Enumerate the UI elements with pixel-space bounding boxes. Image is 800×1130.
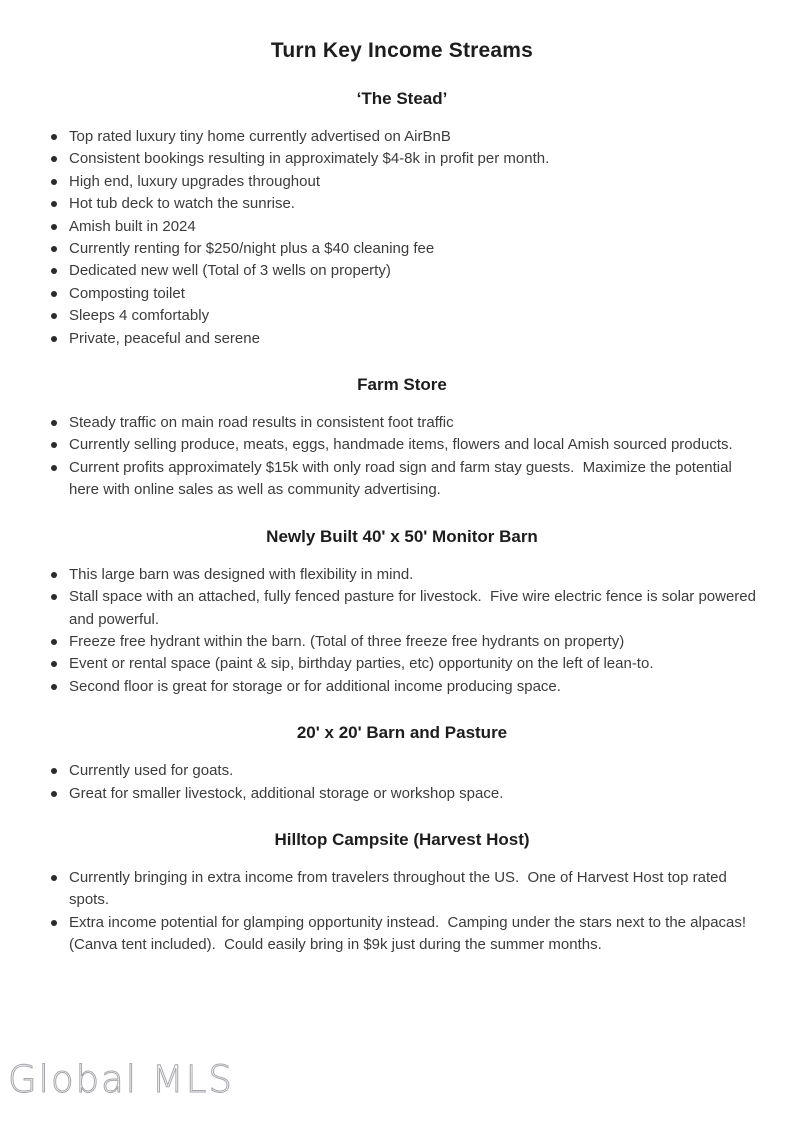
bullet-list	[48, 867, 756, 957]
bullet-dot-icon	[51, 134, 57, 140]
bullet-dot-icon	[51, 875, 57, 881]
bullet-text: Amish built in 2024	[69, 217, 196, 235]
list-item	[48, 867, 756, 912]
section-monitor-barn	[48, 526, 761, 698]
bullet-dot-icon	[51, 920, 57, 926]
bullet-dot-icon	[51, 336, 57, 342]
bullet-text: Currently renting for $250/night plus a $40 cleaning fee	[69, 240, 435, 258]
bullet-text: Composting toilet	[69, 284, 185, 302]
page-title: Turn Key Income Streams	[270, 39, 534, 62]
bullet-list	[48, 412, 756, 502]
global-mls-watermark: Global MLS	[8, 1058, 234, 1101]
section-small-barn	[48, 722, 756, 805]
list-item	[48, 148, 756, 170]
bullet-dot-icon	[51, 661, 57, 667]
bullet-text: Event or rental space (paint & sip, birthday parties, etc) opportunity on the left of lean-to.	[69, 655, 654, 673]
bullet-list	[48, 126, 756, 350]
bullet-text: Top rated luxury tiny home currently advertised on AirBnB	[69, 128, 451, 145]
list-item	[48, 216, 756, 238]
bullet-text: Current profits approximately $15k with only road sign and farm stay guests. Maximize the potential here with online sales as well as community advertising.	[69, 458, 736, 499]
bullet-text: Currently selling produce, meats, eggs, handmade items, flowers and local Amish sourced products.	[69, 436, 733, 454]
bullet-dot-icon	[51, 420, 57, 426]
bullet-dot-icon	[51, 224, 57, 230]
bullet-dot-icon	[51, 639, 57, 645]
bullet-text: This large barn was designed with flexibility in mind.	[69, 565, 414, 583]
list-item	[48, 631, 756, 653]
bullet-text: Sleeps 4 comfortably	[69, 307, 210, 325]
bullet-dot-icon	[51, 268, 57, 274]
list-item	[48, 564, 756, 586]
list-item	[48, 653, 756, 675]
list-item	[48, 171, 756, 193]
list-item	[48, 283, 756, 305]
list-item	[48, 193, 756, 215]
bullet-dot-icon	[51, 465, 57, 471]
bullet-dot-icon	[51, 572, 57, 578]
bullet-dot-icon	[51, 179, 57, 185]
list-item	[48, 260, 756, 282]
list-item	[48, 457, 756, 502]
list-item	[48, 783, 756, 805]
bullet-text: Dedicated new well (Total of 3 wells on property)	[69, 262, 391, 280]
list-item	[48, 912, 756, 957]
list-item	[48, 238, 756, 260]
list-item	[48, 434, 756, 456]
list-item	[48, 328, 756, 350]
list-item	[48, 676, 756, 698]
bullet-text: Freeze free hydrant within the barn. (Total of three freeze free hydrants on property)	[69, 632, 625, 650]
bullet-text: Great for smaller livestock, additional storage or workshop space.	[69, 784, 504, 802]
bullet-list	[48, 760, 756, 805]
bullet-dot-icon	[51, 291, 57, 297]
list-item	[48, 586, 761, 631]
bullet-text: Currently bringing in extra income from travelers throughout the US. One of Harvest Host top rated spots.	[69, 868, 731, 909]
bullet-text: Private, peaceful and serene	[69, 329, 260, 347]
bullet-text: Consistent bookings resulting in approximately $4-8k in profit per month.	[69, 150, 550, 168]
list-item	[48, 412, 756, 434]
list-item	[48, 126, 756, 148]
bullet-text: Extra income potential for glamping opportunity instead. Camping under the stars next to the alpacas! (Canva tent included). Could easily bring in $9k just during the summer months.	[69, 913, 751, 954]
section-the-stead	[48, 88, 756, 350]
bullet-text: Second floor is great for storage or for additional income producing space.	[69, 677, 561, 695]
bullet-text: Steady traffic on main road results in consistent foot traffic	[69, 414, 454, 432]
section-heading: Newly Built 40' x 50' Monitor Barn	[266, 526, 538, 546]
bullet-dot-icon	[51, 594, 57, 600]
section-heading: ‘The Stead’	[356, 89, 448, 108]
section-farm-store	[48, 374, 756, 502]
bullet-dot-icon	[51, 791, 57, 797]
bullet-dot-icon	[51, 768, 57, 774]
bullet-dot-icon	[51, 201, 57, 207]
section-heading: Farm Store	[357, 375, 447, 395]
bullet-text: Hot tub deck to watch the sunrise.	[69, 195, 295, 213]
bullet-text: High end, luxury upgrades throughout	[69, 172, 321, 190]
section-heading: Hilltop Campsite (Harvest Host)	[274, 829, 530, 849]
section-hilltop-campsite	[48, 829, 756, 957]
section-heading: 20' x 20' Barn and Pasture	[296, 723, 508, 743]
bullet-dot-icon	[51, 442, 57, 448]
bullet-dot-icon	[51, 156, 57, 162]
list-item	[48, 305, 756, 327]
bullet-dot-icon	[51, 313, 57, 319]
bullet-dot-icon	[51, 684, 57, 690]
bullet-text: Currently used for goats.	[69, 762, 234, 780]
bullet-text: Stall space with an attached, fully fenced pasture for livestock. Five wire electric fence is solar powered and powerful.	[69, 588, 761, 628]
bullet-dot-icon	[51, 246, 57, 252]
list-item	[48, 760, 756, 782]
bullet-list	[48, 564, 761, 698]
